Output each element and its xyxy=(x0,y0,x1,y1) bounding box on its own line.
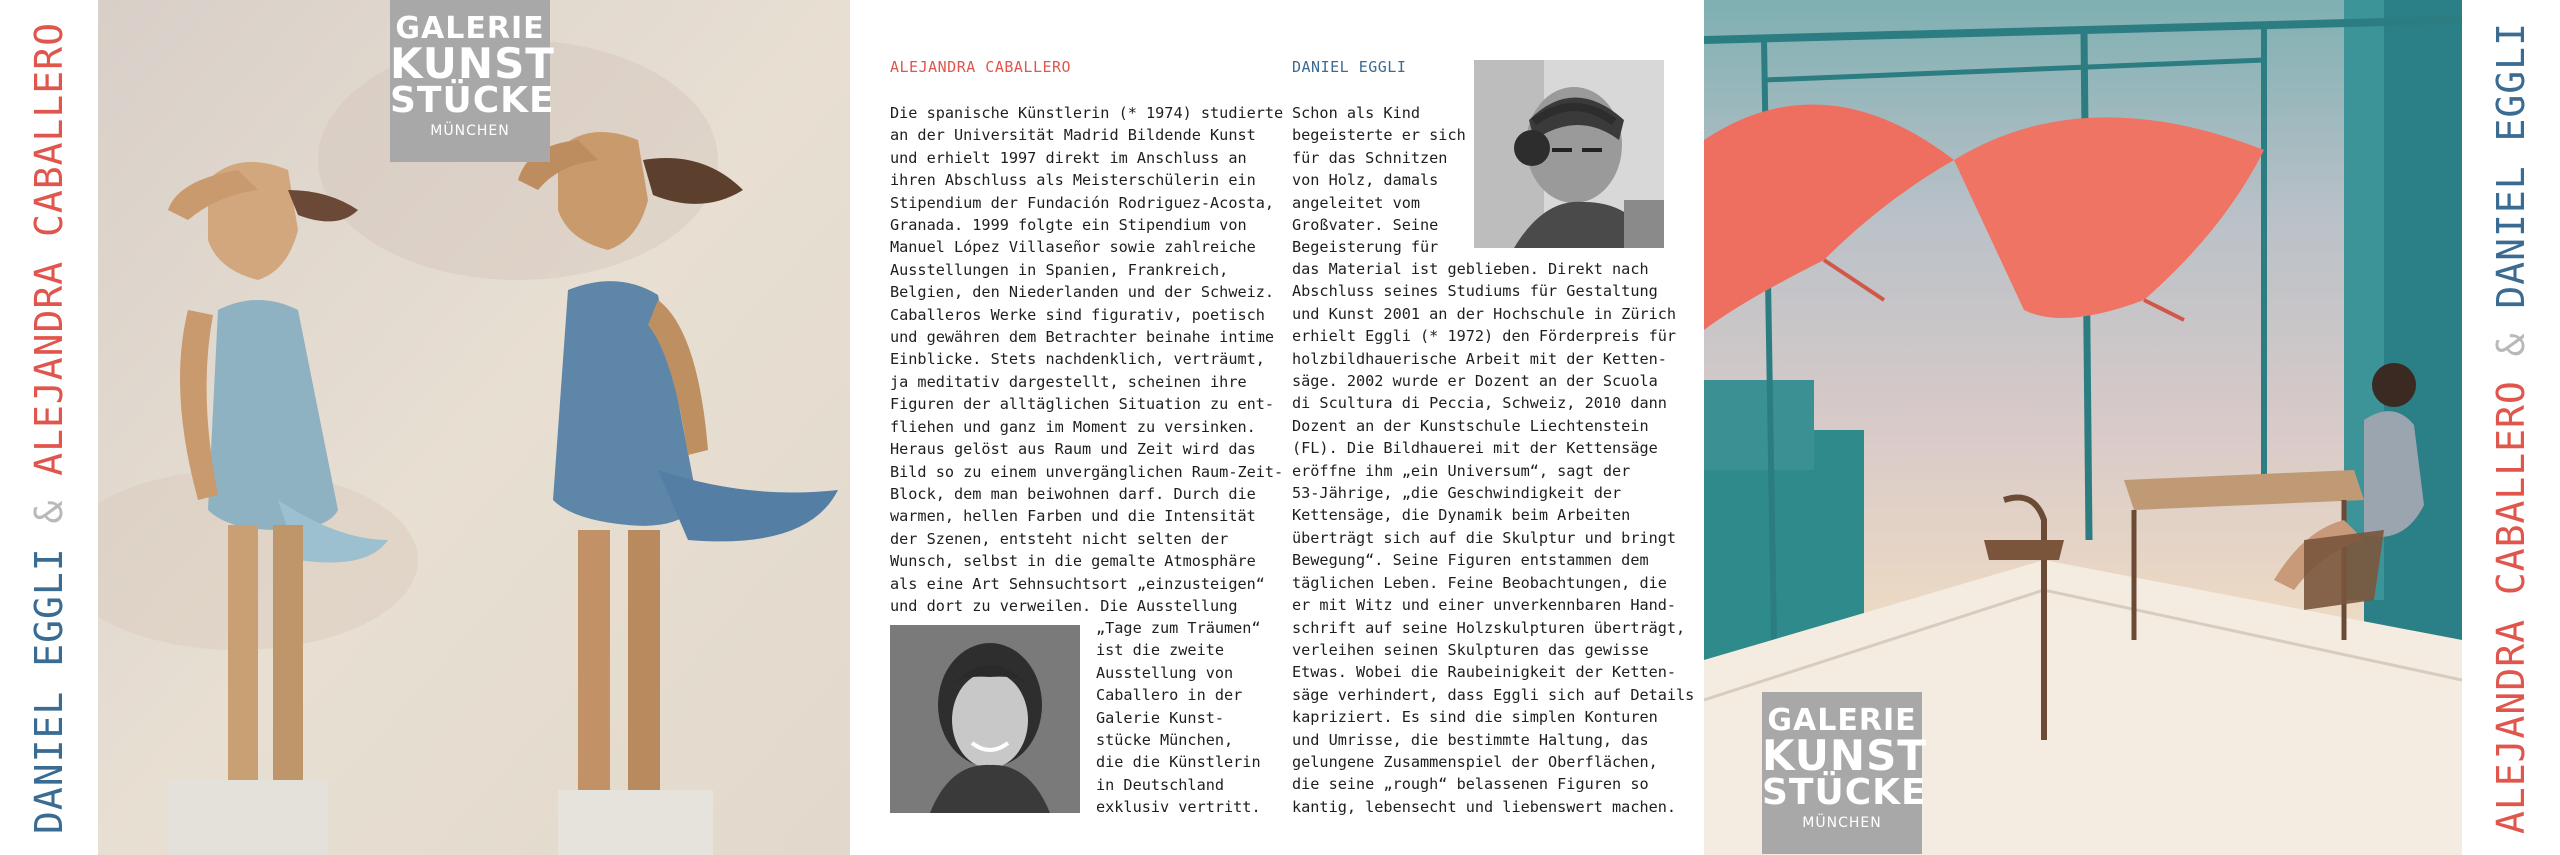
eggli-text-line: Dozent an der Kunstschule Liechtenstein xyxy=(1292,416,1649,435)
eggli-text-line: von Holz, damals xyxy=(1292,171,1439,190)
eggli-heading: DANIEL EGGLI xyxy=(1292,58,1407,76)
eggli-text-line: verleihen seinen Skulpturen das gewisse xyxy=(1292,640,1649,659)
eggli-text-line: und Kunst 2001 an der Hochschule in Zürich xyxy=(1292,304,1677,323)
caballero-text-line: Figuren der alltäglichen Situation zu ent- xyxy=(890,395,1275,414)
logo-bottom-line-kunst: KUNST xyxy=(1762,731,1927,780)
caballero-text-line: Heraus gelöst aus Raum und Zeit wird das xyxy=(890,440,1256,459)
eggli-text-line: holzbildhauerische Arbeit mit der Ketten- xyxy=(1292,349,1667,368)
caballero-text-line: Block, dem man beiwohnen darf. Durch die xyxy=(890,484,1256,503)
caballero-text-line: ihren Abschluss als Meisterschülerin ein xyxy=(890,171,1256,190)
eggli-text-line: 53-Jährige, „die Geschwindigkeit der xyxy=(1292,484,1622,503)
caballero-portrait-image xyxy=(890,625,1080,813)
eggli-text-line: Abschluss seines Studiums für Gestaltung xyxy=(1292,282,1658,301)
eggli-text-line: Begeisterung für xyxy=(1292,238,1439,257)
eggli-text-line: angeleitet vom xyxy=(1292,193,1421,212)
caballero-text-line: Stipendium der Fundación Rodriguez-Acosta, xyxy=(890,193,1275,212)
caballero-text-line: Caballero in der xyxy=(1096,686,1243,705)
eggli-text-line: Schon als Kind xyxy=(1292,104,1421,122)
eggli-text-line: er mit Witz und einer unverkennbaren Hand- xyxy=(1292,596,1677,615)
caballero-text-line: Caballeros Werke sind figurativ, poetisch xyxy=(890,305,1265,324)
caballero-text-line: Einblicke. Stets nachdenklich, verträumt, xyxy=(890,350,1265,369)
eggli-text-line: säge verhindert, dass Eggli sich auf Details xyxy=(1292,685,1695,704)
left-spine-title xyxy=(27,22,71,834)
caballero-text-line: „Tage zum Träumen“ xyxy=(1096,619,1261,637)
right-spine-ampersand: & xyxy=(2489,331,2533,356)
caballero-text-line: Bild so zu einem unvergänglichen Raum-Zeit- xyxy=(890,462,1284,481)
logo-bottom-line-stuecke: STÜCKE xyxy=(1762,772,1927,813)
left-spine-name-eggli: DANIEL EGGLI xyxy=(27,546,71,834)
caballero-text-line: die die Künstlerin xyxy=(1096,753,1261,772)
caballero-text-line: stücke München, xyxy=(1096,731,1234,750)
logo-line-galerie: GALERIE xyxy=(395,11,545,46)
caballero-text-line: Ausstellung von xyxy=(1096,663,1234,682)
caballero-text-line: fliehen und ganz im Moment zu versinken. xyxy=(890,417,1256,436)
eggli-text-line: gelungene Zusammenspiel der Oberflächen, xyxy=(1292,752,1658,771)
caballero-text-line: exklusiv vertritt. xyxy=(1096,798,1261,817)
caballero-text-line: Ausstellungen in Spanien, Frankreich, xyxy=(890,260,1229,279)
eggli-text-line: Kettensäge, die Dynamik beim Arbeiten xyxy=(1292,506,1631,525)
right-spine-name-eggli: DANIEL EGGLI xyxy=(2489,21,2533,309)
caballero-text-line: als eine Art Sehnsuchtsort „einzusteigen“ xyxy=(890,574,1265,593)
eggli-text-line: das Material ist geblieben. Direkt nach xyxy=(1292,260,1649,278)
eggli-text-line: Bewegung“. Seine Figuren entstammen dem xyxy=(1292,551,1649,570)
eggli-text-line: eröffne ihm „ein Universum“, sagt der xyxy=(1292,461,1631,480)
caballero-text-line: und gewähren dem Betrachter beinahe intime xyxy=(890,328,1275,347)
eggli-text-line: erhielt Eggli (* 1972) den Förderpreis für xyxy=(1292,327,1677,346)
eggli-text-line: Etwas. Wobei die Raubeinigkeit der Ketten- xyxy=(1292,663,1677,682)
eggli-text-line: für das Schnitzen xyxy=(1292,148,1448,167)
eggli-portrait xyxy=(1474,60,1664,248)
caballero-text-line: Granada. 1999 folgte ein Stipendium von xyxy=(890,216,1247,235)
logo-line-kunst: KUNST xyxy=(390,39,555,88)
eggli-text-line: täglichen Leben. Feine Beobachtungen, die xyxy=(1292,573,1667,592)
right-spine xyxy=(2462,0,2560,855)
eggli-text-line: überträgt sich auf die Skulptur und bringt xyxy=(1292,528,1677,547)
logo-line-muenchen: MÜNCHEN xyxy=(430,123,510,139)
text-spread xyxy=(850,0,1704,855)
caballero-text-line: und dort zu verweilen. Die Ausstellung xyxy=(890,596,1238,615)
eggli-text-line: schrift auf seine Holzskulpturen überträgt, xyxy=(1292,618,1686,637)
eggli-text-bottom xyxy=(1292,258,1695,818)
eggli-text-line: Großvater. Seine xyxy=(1292,216,1439,235)
eggli-text-line: säge. 2002 wurde er Dozent an der Scuola xyxy=(1292,372,1658,391)
caballero-text-line: Belgien, den Niederlanden und der Schweiz. xyxy=(890,283,1275,302)
caballero-portrait xyxy=(890,625,1080,813)
caballero-text-line: und erhielt 1997 direkt im Anschluss an xyxy=(890,148,1247,167)
eggli-text-line: die seine „rough“ belassenen Figuren so xyxy=(1292,775,1649,794)
gallery-logo-bottom xyxy=(1762,692,1927,854)
eggli-text-top xyxy=(1292,102,1466,259)
caballero-text-line: warmen, hellen Farben und die Intensität xyxy=(890,507,1256,526)
right-spine-title xyxy=(2489,22,2533,834)
left-spine-ampersand: & xyxy=(27,499,71,524)
caballero-text-line: Galerie Kunst- xyxy=(1096,708,1225,727)
caballero-heading: ALEJANDRA CABALLERO xyxy=(890,58,1072,76)
caballero-text-line: ist die zweite xyxy=(1096,641,1225,660)
eggli-text-line: di Scultura di Peccia, Schweiz, 2010 dann xyxy=(1292,394,1667,413)
caballero-text-line: Die spanische Künstlerin (* 1974) studierte xyxy=(890,104,1284,122)
eggli-text-line: begeisterte er sich xyxy=(1292,126,1466,145)
caballero-text-bottom xyxy=(1096,617,1286,819)
caballero-text-line: an der Universität Madrid Bildende Kunst xyxy=(890,126,1256,145)
caballero-text-line: in Deutschland xyxy=(1096,775,1225,794)
left-spine xyxy=(0,0,98,855)
eggli-portrait-image xyxy=(1474,60,1664,248)
logo-bottom-line-muenchen: MÜNCHEN xyxy=(1802,815,1882,831)
eggli-text-line: kantig, lebensecht und liebenswert machen. xyxy=(1292,797,1677,816)
caballero-text-line: der Szenen, entsteht nicht selten der xyxy=(890,529,1229,548)
eggli-text-line: (FL). Die Bildhauerei mit der Kettensäge xyxy=(1292,439,1658,458)
logo-bottom-line-galerie: GALERIE xyxy=(1767,703,1917,738)
caballero-text-line: Wunsch, selbst in die gemalte Atmosphäre xyxy=(890,552,1256,571)
logo-line-stuecke: STÜCKE xyxy=(390,80,555,121)
caballero-text-top xyxy=(890,102,1284,617)
right-spine-name-caballero: ALEJANDRA CABALLERO xyxy=(2489,379,2533,834)
caballero-text-line: ja meditativ dargestellt, scheinen ihre xyxy=(890,372,1247,391)
eggli-text-line: und Umrisse, die bestimmte Haltung, das xyxy=(1292,730,1649,749)
caballero-text-line: Manuel López Villaseñor sowie zahlreiche xyxy=(890,238,1256,257)
left-spine-name-caballero: ALEJANDRA CABALLERO xyxy=(27,21,71,476)
eggli-text-line: kapriziert. Es sind die simplen Konturen xyxy=(1292,708,1658,727)
gallery-logo-top xyxy=(390,0,555,162)
